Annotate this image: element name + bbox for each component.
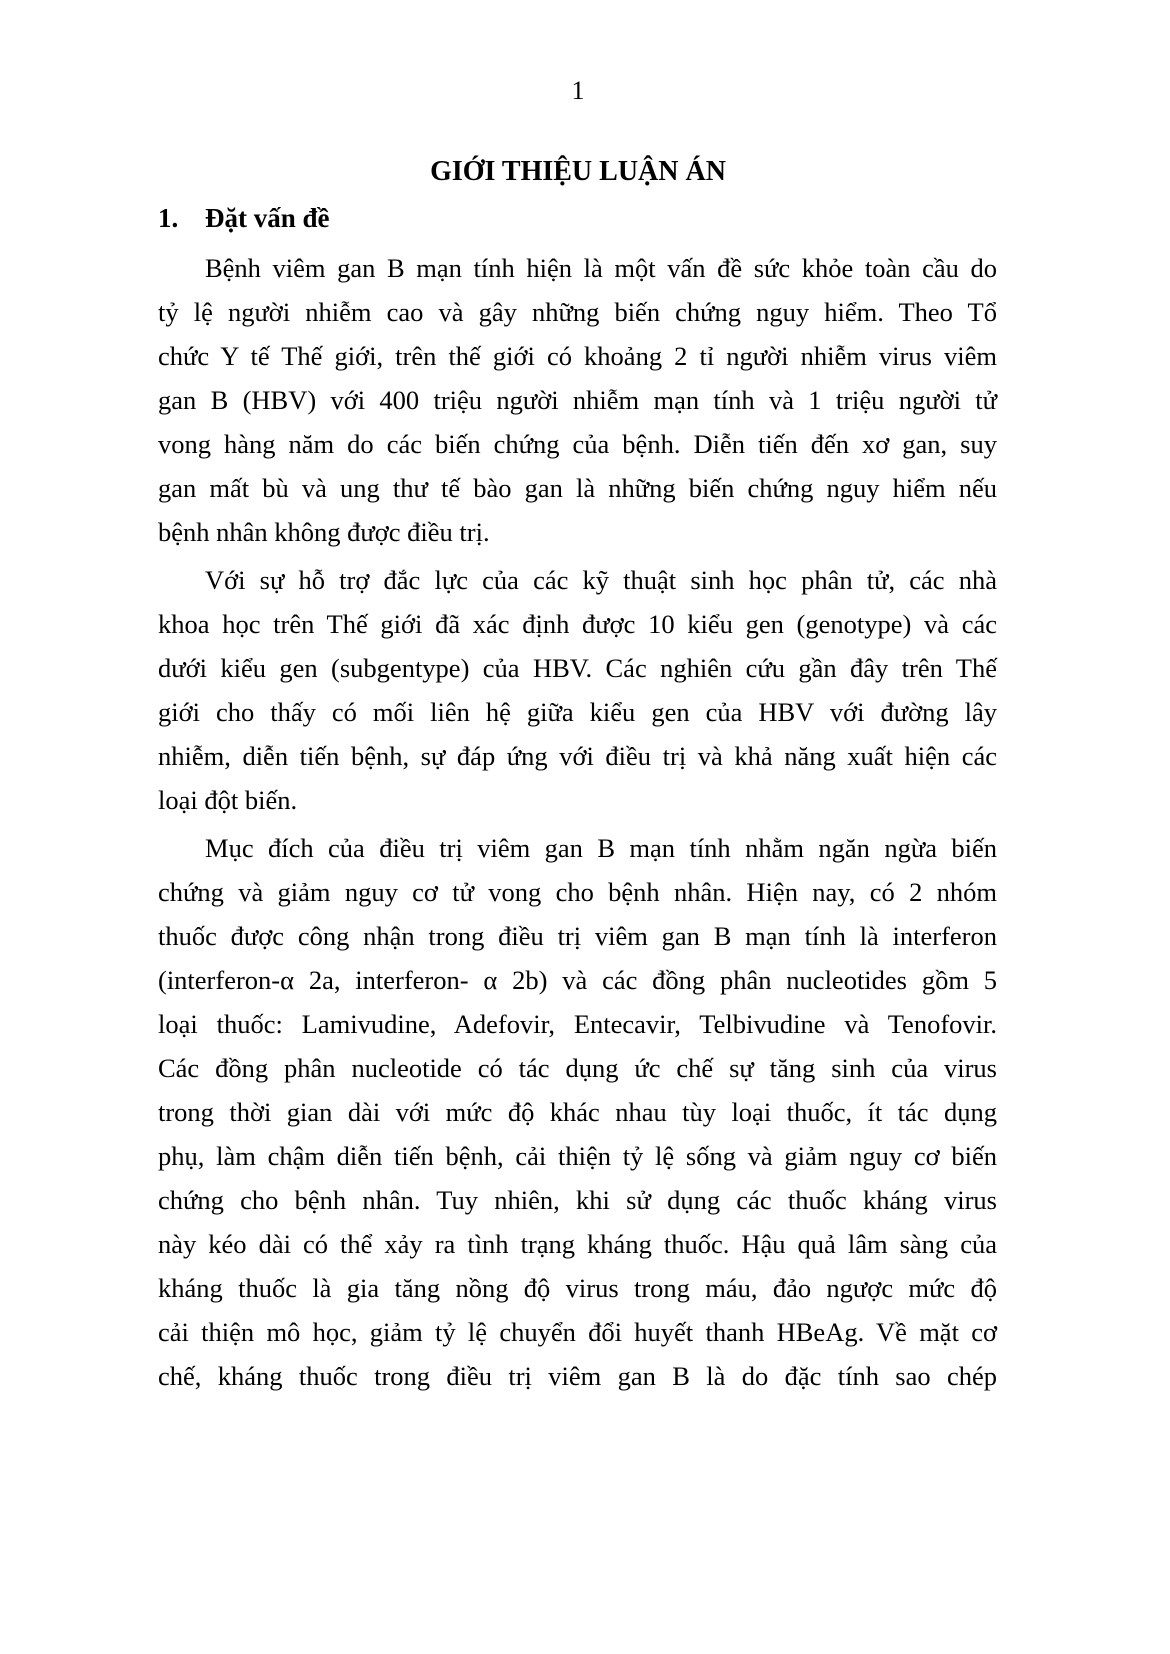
text-line: cải thiện mô học, giảm tỷ lệ chuyển đổi huyết thanh HBeAg. Về mặt cơ <box>158 1317 997 1347</box>
text-line: gan mất bù và ung thư tế bào gan là những biến chứng nguy hiểm nếu <box>158 473 997 503</box>
paragraph <box>158 828 997 1400</box>
text-line: dưới kiểu gen (subgentype) của HBV. Các nghiên cứu gần đây trên Thế <box>158 653 997 683</box>
document-title: GIỚI THIỆU LUẬN ÁN <box>430 156 726 187</box>
text-line: kháng thuốc là gia tăng nồng độ virus trong máu, đảo ngược mức độ <box>158 1273 997 1303</box>
text-line: Với sự hỗ trợ đắc lực của các kỹ thuật sinh học phân tử, các nhà <box>205 565 997 595</box>
text-line: gan B (HBV) với 400 triệu người nhiễm mạn tính và 1 triệu người tử <box>158 385 997 415</box>
text-line: vong hàng năm do các biến chứng của bệnh. Diễn tiến đến xơ gan, suy <box>158 429 997 459</box>
text-line: chức Y tế Thế giới, trên thế giới có khoảng 2 tỉ người nhiễm virus viêm <box>158 341 997 371</box>
text-line: nhiễm, diễn tiến bệnh, sự đáp ứng với điều trị và khả năng xuất hiện các <box>158 741 997 771</box>
text-line: này kéo dài có thể xảy ra tình trạng kháng thuốc. Hậu quả lâm sàng của <box>158 1229 997 1259</box>
text-line: chứng và giảm nguy cơ tử vong cho bệnh nhân. Hiện nay, có 2 nhóm <box>158 877 997 907</box>
text-line: khoa học trên Thế giới đã xác định được 10 kiểu gen (genotype) và các <box>158 609 997 639</box>
section-heading <box>158 203 330 234</box>
page-number: 1 <box>571 76 585 105</box>
text-line: thuốc được công nhận trong điều trị viêm gan B mạn tính là interferon <box>158 921 997 951</box>
section-title: Đặt vấn đề <box>205 203 330 233</box>
text-line: loại thuốc: Lamivudine, Adefovir, Entecavir, Telbivudine và Tenofovir. <box>158 1009 997 1039</box>
paragraph <box>158 560 997 824</box>
text-line: Bệnh viêm gan B mạn tính hiện là một vấn đề sức khỏe toàn cầu do <box>205 253 997 283</box>
text-line: Các đồng phân nucleotide có tác dụng ức chế sự tăng sinh của virus <box>158 1053 997 1083</box>
text-line: chế, kháng thuốc trong điều trị viêm gan B là do đặc tính sao chép <box>158 1361 997 1391</box>
text-line: (interferon-α 2a, interferon- α 2b) và các đồng phân nucleotides gồm 5 <box>158 965 997 995</box>
text-line: tỷ lệ người nhiễm cao và gây những biến chứng nguy hiểm. Theo Tổ <box>158 297 997 327</box>
text-line: bệnh nhân không được điều trị. <box>158 517 490 547</box>
text-line: giới cho thấy có mối liên hệ giữa kiểu gen của HBV với đường lây <box>158 697 997 727</box>
paragraph <box>158 248 997 556</box>
text-line: trong thời gian dài với mức độ khác nhau tùy loại thuốc, ít tác dụng <box>158 1097 997 1127</box>
section-number: 1. <box>158 203 179 233</box>
text-line: Mục đích của điều trị viêm gan B mạn tính nhằm ngăn ngừa biến <box>205 833 997 863</box>
text-line: chứng cho bệnh nhân. Tuy nhiên, khi sử dụng các thuốc kháng virus <box>158 1185 997 1215</box>
text-line: loại đột biến. <box>158 785 298 815</box>
text-line: phụ, làm chậm diễn tiến bệnh, cải thiện tỷ lệ sống và giảm nguy cơ biến <box>158 1141 997 1171</box>
body-text <box>158 248 997 1400</box>
